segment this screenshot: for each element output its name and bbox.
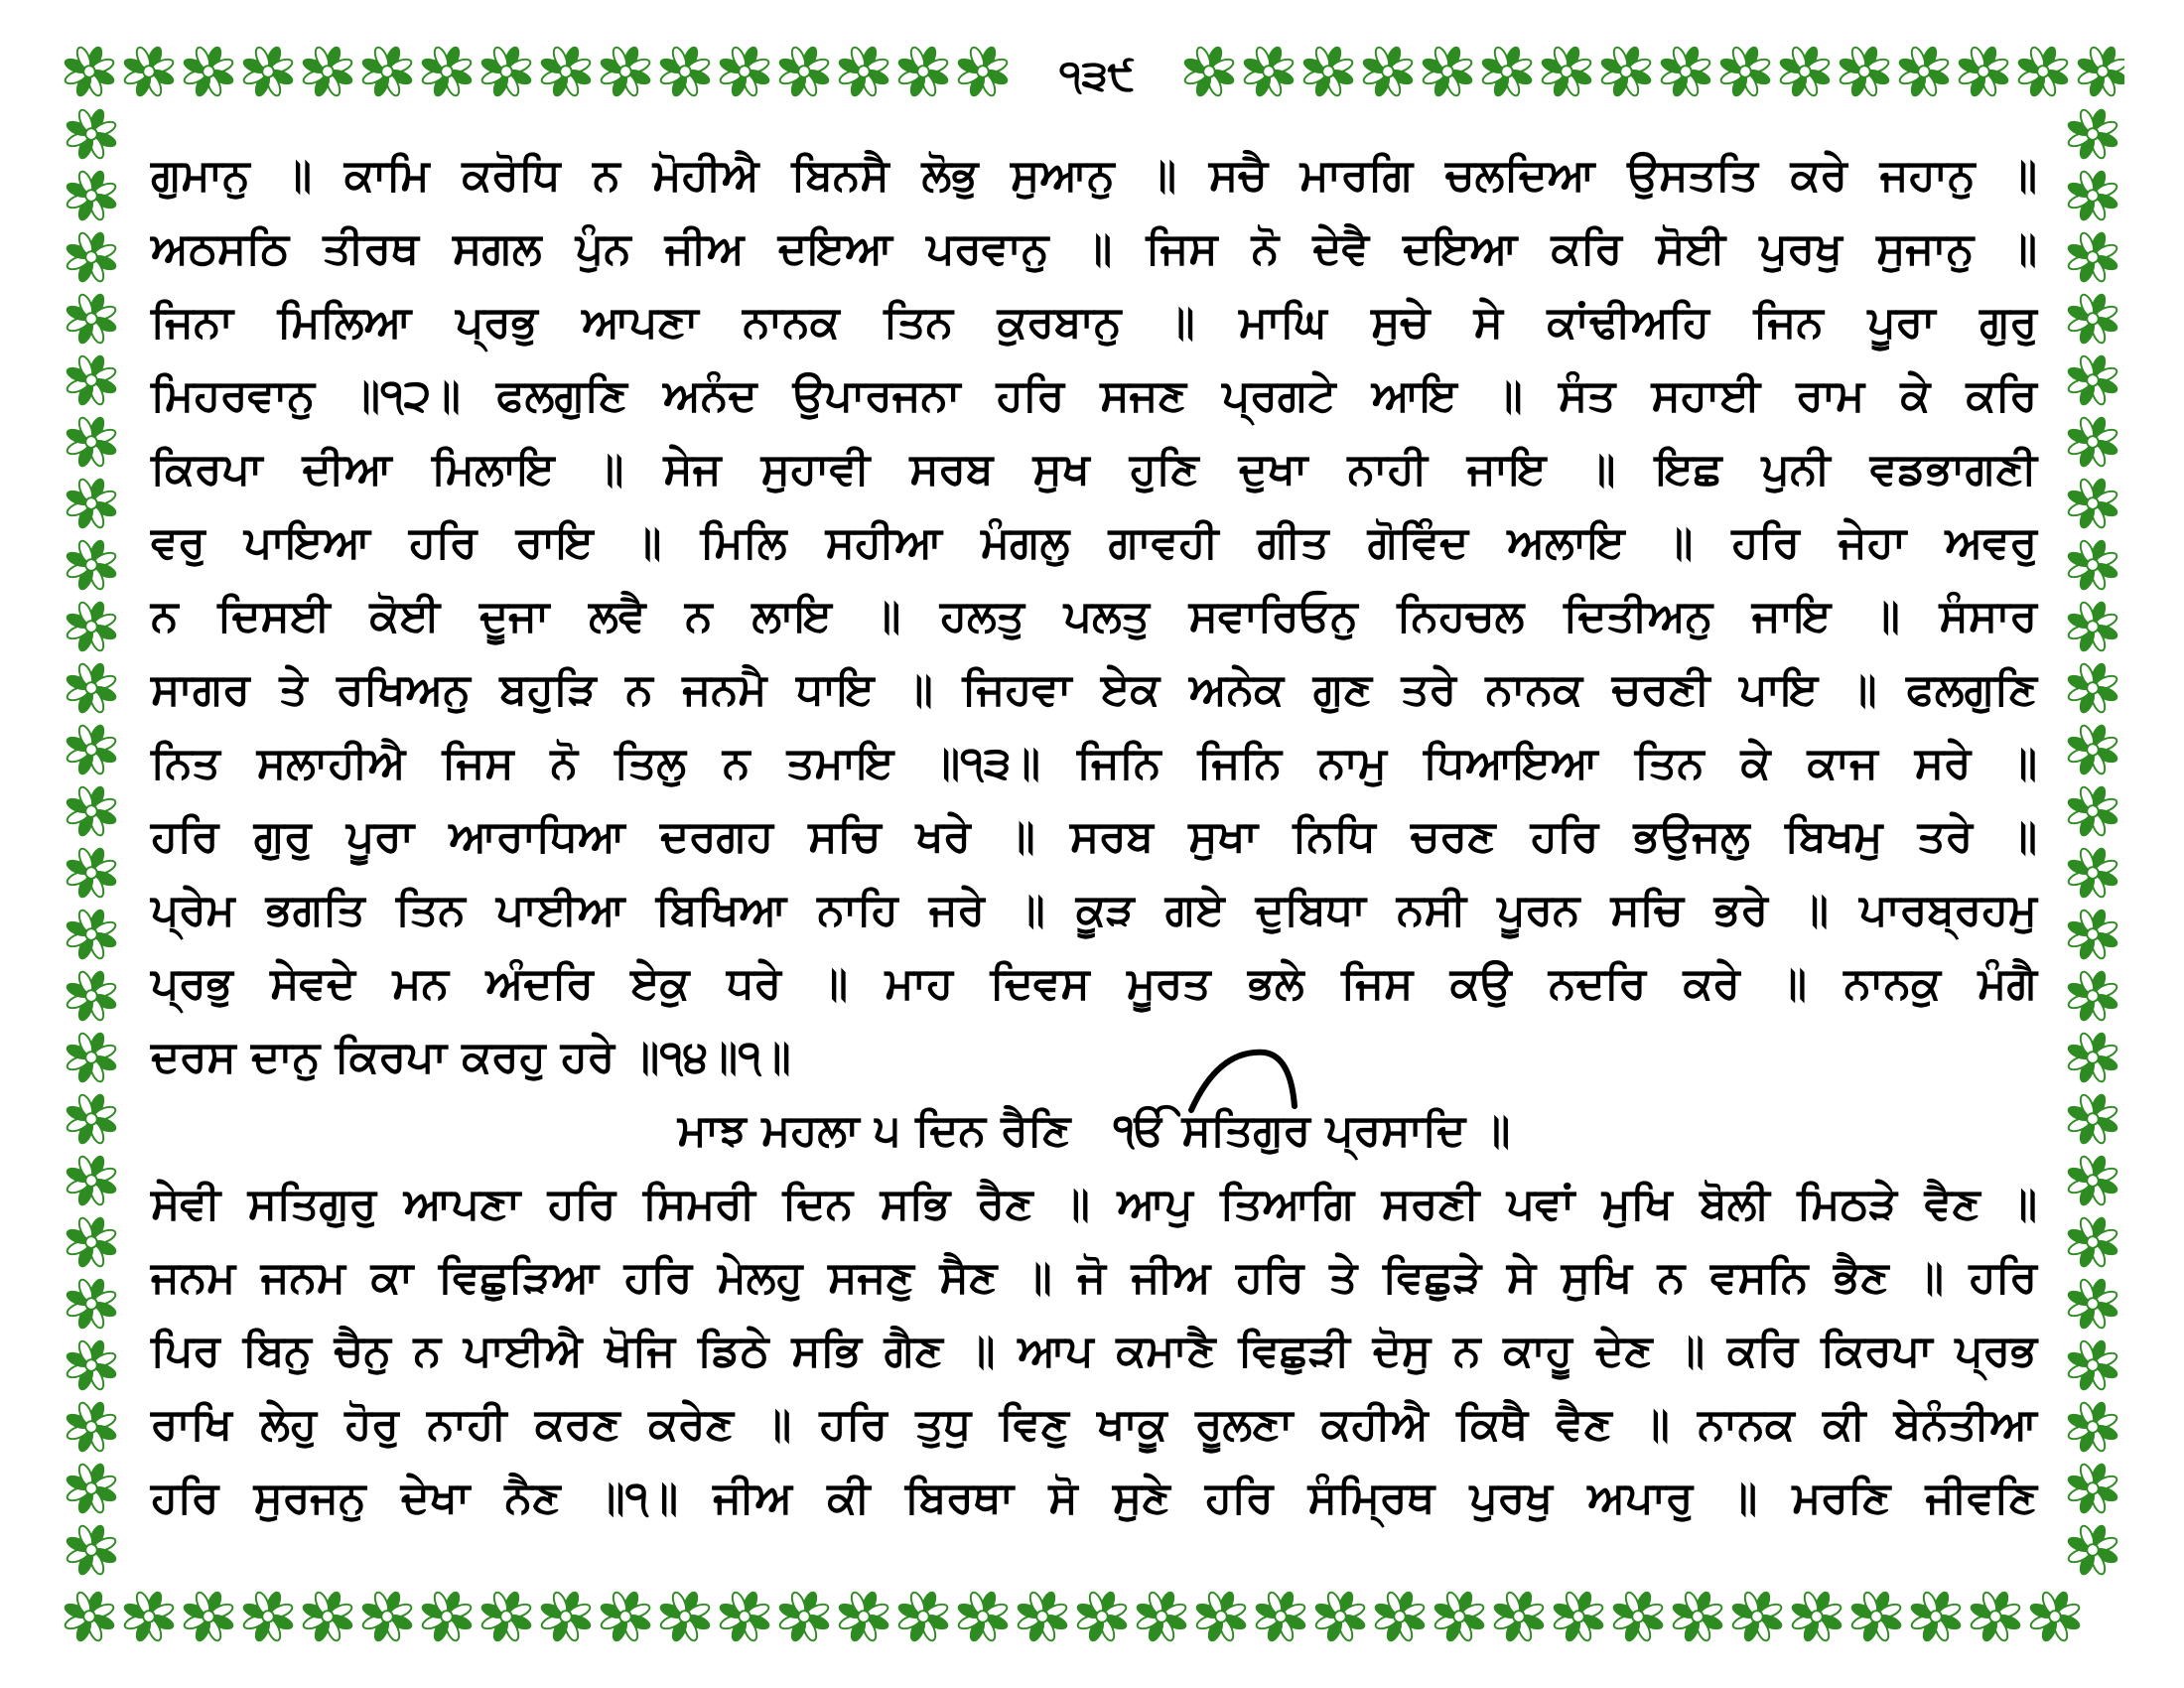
- lotus-flower-icon: [1538, 43, 1595, 100]
- text-line: ਜਿਨਾ ਮਿਲਿਆ ਪ੍ਰਭੁ ਆਪਣਾ ਨਾਨਕ ਤਿਨ ਕੁਰਬਾਨੁ ॥ ਮਾਘਿ ਸੁਚੇ ਸੇ ਕਾਂਢੀਅਹਿ ਜਿਨ ਪੂਰਾ ਗੁਰੁ: [151, 297, 2037, 348]
- lotus-flower-icon: [1359, 43, 1417, 100]
- lotus-flower-icon: [63, 782, 120, 840]
- lotus-flower-icon: [1014, 1588, 1071, 1645]
- text-line: ਹਰਿ ਗੁਰੁ ਪੂਰਾ ਆਰਾਧਿਆ ਦਰਗਹ ਸਚਿ ਖਰੇ ॥ ਸਰਬ ਸੁਖਾ ਨਿਧਿ ਚਰਣ ਹਰਿ ਭਉਜਲੁ ਬਿਖਮੁ ਤਰੇ ॥: [151, 811, 2037, 862]
- lotus-flower-icon: [1371, 1588, 1429, 1645]
- lotus-flower-icon: [63, 906, 120, 963]
- lotus-flower-icon: [835, 43, 892, 100]
- lotus-flower-icon: [2064, 1460, 2121, 1517]
- lotus-flower-icon: [1609, 1588, 1667, 1645]
- lotus-flower-icon: [63, 228, 120, 286]
- lotus-flower-icon: [2064, 228, 2121, 286]
- text-line: ਪਿਰ ਬਿਨੁ ਚੈਨੁ ਨ ਪਾਈਐ ਖੋਜਿ ਡਿਠੇ ਸਭਿ ਗੈਣ ॥ ਆਪ ਕਮਾਣੈ ਵਿਛੁੜੀ ਦੋਸੁ ਨ ਕਾਹੂ ਦੇਣ ॥ ਕਰਿ ਕਿਰਪਾ ਪ੍ਰਭ: [151, 1326, 2037, 1376]
- lotus-flower-icon: [1478, 43, 1536, 100]
- text-line: ਪ੍ਰੇਮ ਭਗਤਿ ਤਿਨ ਪਾਈਆ ਬਿਖਿਆ ਨਾਹਿ ਜਰੇ ॥ ਕੂੜ ਗਏ ਦੁਬਿਧਾ ਨਸੀ ਪੂਰਨ ਸਚਿ ਭਰੇ ॥ ਪਾਰਬ੍ਰਹਮੁ: [151, 885, 2037, 935]
- lotus-flower-icon: [299, 43, 356, 100]
- border-right: [2061, 103, 2124, 1585]
- text-line: ਨ ਦਿਸਈ ਕੋਈ ਦੂਜਾ ਲਵੈ ਨ ਲਾਇ ॥ ਹਲਤੁ ਪਲਤੁ ਸਵਾਰਿਓਨੁ ਨਿਹਚਲ ਦਿਤੀਅਨੁ ਜਾਇ ॥ ਸੰਸਾਰ: [151, 591, 2037, 641]
- text-line: ਅਠਸਠਿ ਤੀਰਥ ਸਗਲ ਪੁੰਨ ਜੀਅ ਦਇਆ ਪਰਵਾਨੁ ॥ ਜਿਸ ਨੋ ਦੇਵੈ ਦਇਆ ਕਰਿ ਸੋਈ ਪੁਰਖੁ ਸੁਜਾਨੁ ॥: [151, 223, 2037, 274]
- lotus-flower-icon: [1550, 1588, 1607, 1645]
- lotus-flower-icon: [1967, 1588, 2024, 1645]
- lotus-flower-icon: [63, 659, 120, 717]
- lotus-flower-icon: [299, 1588, 356, 1645]
- lotus-flower-icon: [2014, 43, 2072, 100]
- lotus-flower-icon: [1895, 43, 1953, 100]
- lotus-flower-icon: [1073, 1588, 1131, 1645]
- text-line: ਰਾਖਿ ਲੇਹੁ ਹੋਰੁ ਨਾਹੀ ਕਰਣ ਕਰੇਣ ॥ ਹਰਿ ਤੁਧੁ ਵਿਣੁ ਖਾਕੂ ਰੂਲਣਾ ਕਹੀਐ ਕਿਥੈ ਵੈਣ ॥ ਨਾਨਕ ਕੀ ਬੇਨੰਤੀਆ: [151, 1399, 2037, 1450]
- text-line: ਪ੍ਰਭੁ ਸੇਵਦੇ ਮਨ ਅੰਦਰਿ ਏਕੁ ਧਰੇ ॥ ਮਾਹ ਦਿਵਸ ਮੂਰਤ ਭਲੇ ਜਿਸ ਕਉ ਨਦਰਿ ਕਰੇ ॥ ਨਾਨਕੁ ਮੰਗੈ: [151, 958, 2037, 1009]
- text-line: ਵਰੁ ਪਾਇਆ ਹਰਿ ਰਾਇ ॥ ਮਿਲਿ ਸਹੀਆ ਮੰਗਲੁ ਗਾਵਹੀ ਗੀਤ ਗੋਵਿੰਦ ਅਲਾਇ ॥ ਹਰਿ ਜੇਹਾ ਅਵਰੁ: [151, 517, 2037, 568]
- lotus-flower-icon: [1716, 43, 1774, 100]
- lotus-flower-icon: [418, 43, 476, 100]
- lotus-flower-icon: [716, 1588, 773, 1645]
- lotus-flower-icon: [478, 43, 535, 100]
- lotus-flower-icon: [1419, 43, 1476, 100]
- lotus-flower-icon: [63, 475, 120, 532]
- lotus-flower-icon: [1836, 43, 1893, 100]
- border-top-left: [60, 40, 1015, 103]
- lotus-flower-icon: [2064, 1213, 2121, 1271]
- lotus-flower-icon: [1240, 43, 1297, 100]
- lotus-flower-icon: [954, 43, 1012, 100]
- lotus-flower-icon: [63, 1336, 120, 1394]
- lotus-flower-icon: [2026, 1588, 2084, 1645]
- lotus-flower-icon: [2064, 1275, 2121, 1333]
- lotus-flower-icon: [63, 1521, 120, 1579]
- lotus-flower-icon: [2064, 1152, 2121, 1209]
- lotus-flower-icon: [716, 43, 773, 100]
- lotus-flower-icon: [2064, 536, 2121, 594]
- text-line: ਕਿਰਪਾ ਦੀਆ ਮਿਲਾਇ ॥ ਸੇਜ ਸੁਹਾਵੀ ਸਰਬ ਸੁਖ ਹੁਣਿ ਦੁਖਾ ਨਾਹੀ ਜਾਇ ॥ ਇਛ ਪੁਨੀ ਵਡਭਾਗਣੀ: [151, 444, 2037, 494]
- lotus-flower-icon: [1847, 1588, 1905, 1645]
- section-heading: [151, 1094, 2037, 1168]
- lotus-flower-icon: [358, 1588, 416, 1645]
- text-line: ਜਨਮ ਜਨਮ ਕਾ ਵਿਛੁੜਿਆ ਹਰਿ ਮੇਲਹੁ ਸਜਣੁ ਸੈਣ ॥ ਜੋ ਜੀਅ ਹਰਿ ਤੇ ਵਿਛੁੜੇ ਸੇ ਸੁਖਿ ਨ ਵਸਨਿ ਭੈਣ ॥ ਹਰਿ: [151, 1252, 2037, 1303]
- lotus-flower-icon: [2064, 352, 2121, 409]
- lotus-flower-icon: [2064, 844, 2121, 902]
- lotus-flower-icon: [2064, 598, 2121, 655]
- lotus-flower-icon: [180, 43, 237, 100]
- lotus-flower-icon: [1955, 43, 2012, 100]
- lotus-flower-icon: [61, 1588, 118, 1645]
- ek-onkar-arc-icon: [1179, 1045, 1318, 1114]
- text-line: ਗੁਮਾਨੁ ॥ ਕਾਮਿ ਕਰੋਧਿ ਨ ਮੋਹੀਐ ਬਿਨਸੈ ਲੋਭੁ ਸੁਆਨੁ ॥ ਸਚੈ ਮਾਰਗਿ ਚਲਦਿਆ ਉਸਤਤਿ ਕਰੇ ਜਹਾਨੁ ॥: [151, 150, 2037, 201]
- lotus-flower-icon: [775, 1588, 833, 1645]
- lotus-flower-icon: [63, 1029, 120, 1086]
- lotus-flower-icon: [1776, 43, 1834, 100]
- lotus-flower-icon: [63, 352, 120, 409]
- border-left: [60, 103, 123, 1585]
- lotus-flower-icon: [1431, 1588, 1488, 1645]
- lotus-flower-icon: [1133, 1588, 1190, 1645]
- lotus-flower-icon: [120, 43, 178, 100]
- lotus-flower-icon: [61, 43, 118, 100]
- text-line: ਨਿਤ ਸਲਾਹੀਐ ਜਿਸ ਨੋ ਤਿਲੁ ਨ ਤਮਾਇ ॥੧੩॥ ਜਿਨਿ ਜਿਨਿ ਨਾਮੁ ਧਿਆਇਆ ਤਿਨ ਕੇ ਕਾਜ ਸਰੇ ॥: [151, 738, 2037, 788]
- lotus-flower-icon: [418, 1588, 476, 1645]
- lotus-flower-icon: [597, 43, 654, 100]
- lotus-flower-icon: [2064, 659, 2121, 717]
- lotus-flower-icon: [63, 1398, 120, 1456]
- text-line: ਸੇਵੀ ਸਤਿਗੁਰੁ ਆਪਣਾ ਹਰਿ ਸਿਮਰੀ ਦਿਨ ਸਭਿ ਰੈਣ ॥ ਆਪੁ ਤਿਆਗਿ ਸਰਣੀ ਪਵਾਂ ਮੁਖਿ ਬੋਲੀ ਮਿਠੜੇ ਵੈਣ ॥: [151, 1179, 2037, 1229]
- lotus-flower-icon: [1252, 1588, 1309, 1645]
- scripture-text: [151, 139, 2037, 1535]
- page-number: ੧੩੯: [1058, 51, 1136, 99]
- lotus-flower-icon: [2064, 967, 2121, 1025]
- lotus-flower-icon: [1490, 1588, 1548, 1645]
- border-top-right: [1179, 40, 2124, 103]
- lotus-flower-icon: [63, 413, 120, 471]
- lotus-flower-icon: [835, 1588, 892, 1645]
- lotus-flower-icon: [180, 1588, 237, 1645]
- text-line: ਦਰਸ ਦਾਨੁ ਕਿਰਪਾ ਕਰਹੁ ਹਰੇ ॥੧੪॥੧॥: [151, 1032, 791, 1082]
- heading-invocation: ੴ ਸਤਿਗੁਰ ਪ੍ਰਸਾਦਿ ॥: [1113, 1105, 1511, 1156]
- lotus-flower-icon: [358, 43, 416, 100]
- lotus-flower-icon: [2064, 1090, 2121, 1148]
- lotus-flower-icon: [63, 844, 120, 902]
- lotus-flower-icon: [63, 721, 120, 778]
- lotus-flower-icon: [537, 1588, 595, 1645]
- lotus-flower-icon: [63, 105, 120, 163]
- lotus-flower-icon: [63, 536, 120, 594]
- text-line: ਸਾਗਰ ਤੇ ਰਖਿਅਨੁ ਬਹੁੜਿ ਨ ਜਨਮੈ ਧਾਇ ॥ ਜਿਹਵਾ ਏਕ ਅਨੇਕ ਗੁਣ ਤਰੇ ਨਾਨਕ ਚਰਣੀ ਪਾਇ ॥ ਫਲਗੁਣਿ: [151, 664, 2037, 715]
- lotus-flower-icon: [1180, 43, 1238, 100]
- lotus-flower-icon: [2074, 43, 2124, 100]
- lotus-flower-icon: [63, 1275, 120, 1333]
- lotus-flower-icon: [1728, 1588, 1786, 1645]
- lotus-flower-icon: [1907, 1588, 1965, 1645]
- lotus-flower-icon: [239, 43, 297, 100]
- lotus-flower-icon: [2064, 475, 2121, 532]
- lotus-flower-icon: [2064, 1029, 2121, 1086]
- lotus-flower-icon: [1788, 1588, 1845, 1645]
- lotus-flower-icon: [2064, 782, 2121, 840]
- lotus-flower-icon: [2064, 105, 2121, 163]
- lotus-flower-icon: [1192, 1588, 1250, 1645]
- lotus-flower-icon: [775, 43, 833, 100]
- lotus-flower-icon: [1311, 1588, 1369, 1645]
- lotus-flower-icon: [63, 1090, 120, 1148]
- lotus-flower-icon: [2064, 906, 2121, 963]
- lotus-flower-icon: [2064, 721, 2121, 778]
- lotus-flower-icon: [537, 43, 595, 100]
- lotus-flower-icon: [63, 1152, 120, 1209]
- heading-title: ਮਾਝ ਮਹਲਾ ੫ ਦਿਨ ਰੈਣਿ: [677, 1105, 1071, 1156]
- lotus-flower-icon: [1669, 1588, 1726, 1645]
- lotus-flower-icon: [2064, 413, 2121, 471]
- lotus-flower-icon: [656, 43, 714, 100]
- lotus-flower-icon: [239, 1588, 297, 1645]
- lotus-flower-icon: [478, 1588, 535, 1645]
- lotus-flower-icon: [2064, 1398, 2121, 1456]
- lotus-flower-icon: [2064, 1336, 2121, 1394]
- text-line: ਮਿਹਰਵਾਨੁ ॥੧੨॥ ਫਲਗੁਣਿ ਅਨੰਦ ਉਪਾਰਜਨਾ ਹਰਿ ਸਜਣ ਪ੍ਰਗਟੇ ਆਇ ॥ ਸੰਤ ਸਹਾਈ ਰਾਮ ਕੇ ਕਰਿ: [151, 370, 2037, 421]
- lotus-flower-icon: [954, 1588, 1012, 1645]
- border-bottom: [60, 1585, 2124, 1648]
- lotus-flower-icon: [63, 967, 120, 1025]
- lotus-flower-icon: [63, 290, 120, 348]
- lotus-flower-icon: [63, 598, 120, 655]
- lotus-flower-icon: [63, 1213, 120, 1271]
- lotus-flower-icon: [1597, 43, 1655, 100]
- lotus-flower-icon: [2064, 290, 2121, 348]
- lotus-flower-icon: [597, 1588, 654, 1645]
- lotus-flower-icon: [1657, 43, 1714, 100]
- lotus-flower-icon: [656, 1588, 714, 1645]
- lotus-flower-icon: [63, 1460, 120, 1517]
- text-line: ਹਰਿ ਸੁਰਜਨੁ ਦੇਖਾ ਨੈਣ ॥੧॥ ਜੀਅ ਕੀ ਬਿਰਥਾ ਸੋ ਸੁਣੇ ਹਰਿ ਸੰਮ੍ਰਿਥ ਪੁਰਖੁ ਅਪਾਰੁ ॥ ਮਰਣਿ ਜੀਵਣਿ: [151, 1473, 2037, 1523]
- lotus-flower-icon: [894, 43, 952, 100]
- lotus-flower-icon: [1299, 43, 1357, 100]
- lotus-flower-icon: [120, 1588, 178, 1645]
- lotus-flower-icon: [2064, 167, 2121, 224]
- lotus-flower-icon: [894, 1588, 952, 1645]
- lotus-flower-icon: [63, 167, 120, 224]
- lotus-flower-icon: [2064, 1521, 2121, 1579]
